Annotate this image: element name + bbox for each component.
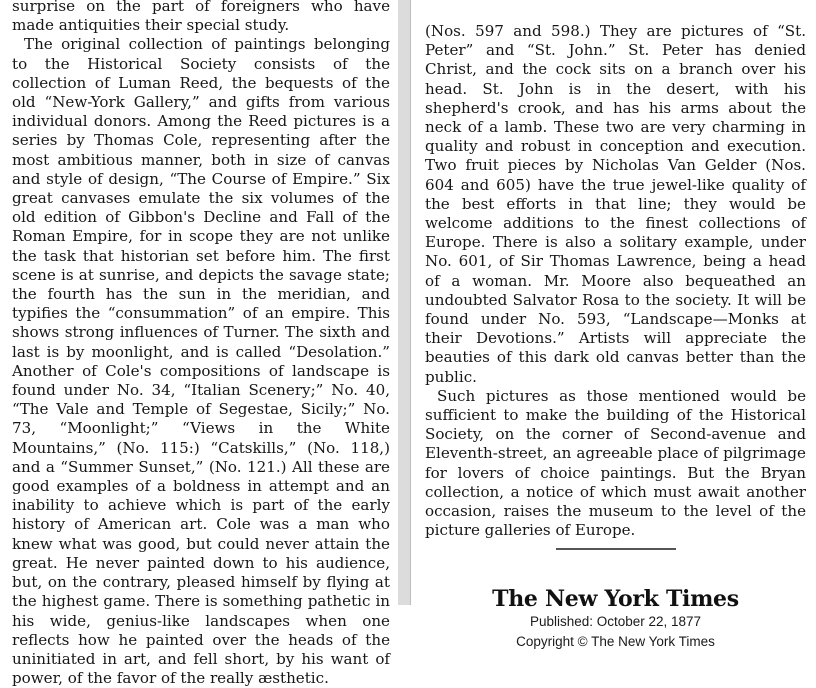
article-paragraph: surprise on the part of foreigners who have made antiquities their special study. bbox=[12, 0, 390, 35]
article-paragraph: (Nos. 597 and 598.) They are pictures of “St. Peter” and “St. John.” St. Peter has denied Christ, and the cock sits on a branch over his head. St. John is in the desert, with his shepherd's crook, and has his arms about the neck of a lamb. These two are very charming in quality and robust in conception and execution. Two fruit pieces by Nicholas Van Gelder (Nos. 604 and 605) have the true jewel-like quality of the best efforts in that line; they would be welcome additions to the finest collections of Europe. There is also a solitary example, under No. 601, of Sir Thomas Lawrence, being a head of a woman. Mr. Moore also bequeathed an undoubted Salvator Rosa to the society. It will be found under No. 593, “Landscape—Monks at their Devotions.” Artists will appreciate the beauties of this dark old canvas better than the public. bbox=[425, 22, 806, 386]
article-paragraph: Such pictures as those mentioned would be sufficient to make the building of the Historical Society, on the corner of Second-avenue and Eleventh-street, an agreeable place of pilgrimage for lovers of choice paintings. But the Bryan collection, a notice of which must await another occasion, raises the museum to the level of the picture galleries of Europe. bbox=[425, 386, 806, 540]
article-paragraph: The original collection of paintings belonging to the Historical Society consists of the collection of Luman Reed, the bequests of the old “New-York Gallery,” and gifts from various individual donors. Among the Reed pictures is a series by Thomas Cole, representing after the most ambitious manner, both in size of canvas and style of design, “The Course of Empire.” Six great canvases emulate the six volumes of the old edition of Gibbon's Decline and Fall of the Roman Empire, for in scope they are not unlike the task that historian set before him. The first scene is at sunrise, and depicts the savage state; the fourth has the sun in the meridian, and typifies the “consummation” of an empire. This shows strong influences of Turner. The sixth and last is by moonlight, and is called “Desolation.” Another of Cole's compositions of landscape is found under No. 34, “Italian Scenery;” No. 40, “The Vale and Temple of Segestae, Sicily;” No. 73, “Moonlight;” “Views in the White Mountains,” (No. 115:) “Catskills,” (No. 118,) and a “Summer Sunset,” (No. 121.) All these are good examples of a boldness in attempt and an inability to achieve which is part of the early history of American art. Cole was a man who knew what was good, but could never attain the great. He never painted down to his audience, but, on the contrary, pleased himself by flying at the highest game. There is something pathetic in his wide, genius-like landscapes when one reflects how he painted over the heads of the uninitiated in art, and fell short, by his want of power, of the favor of the really æsthetic. bbox=[12, 35, 390, 688]
copyright-notice: Copyright © The New York Times bbox=[516, 634, 715, 650]
column-separator bbox=[398, 0, 410, 605]
left-article-column bbox=[0, 0, 398, 688]
end-rule bbox=[556, 548, 676, 550]
right-article-column bbox=[410, 0, 816, 650]
newspaper-masthead: The New York Times bbox=[492, 586, 739, 613]
publication-date: Published: October 22, 1877 bbox=[529, 614, 702, 630]
